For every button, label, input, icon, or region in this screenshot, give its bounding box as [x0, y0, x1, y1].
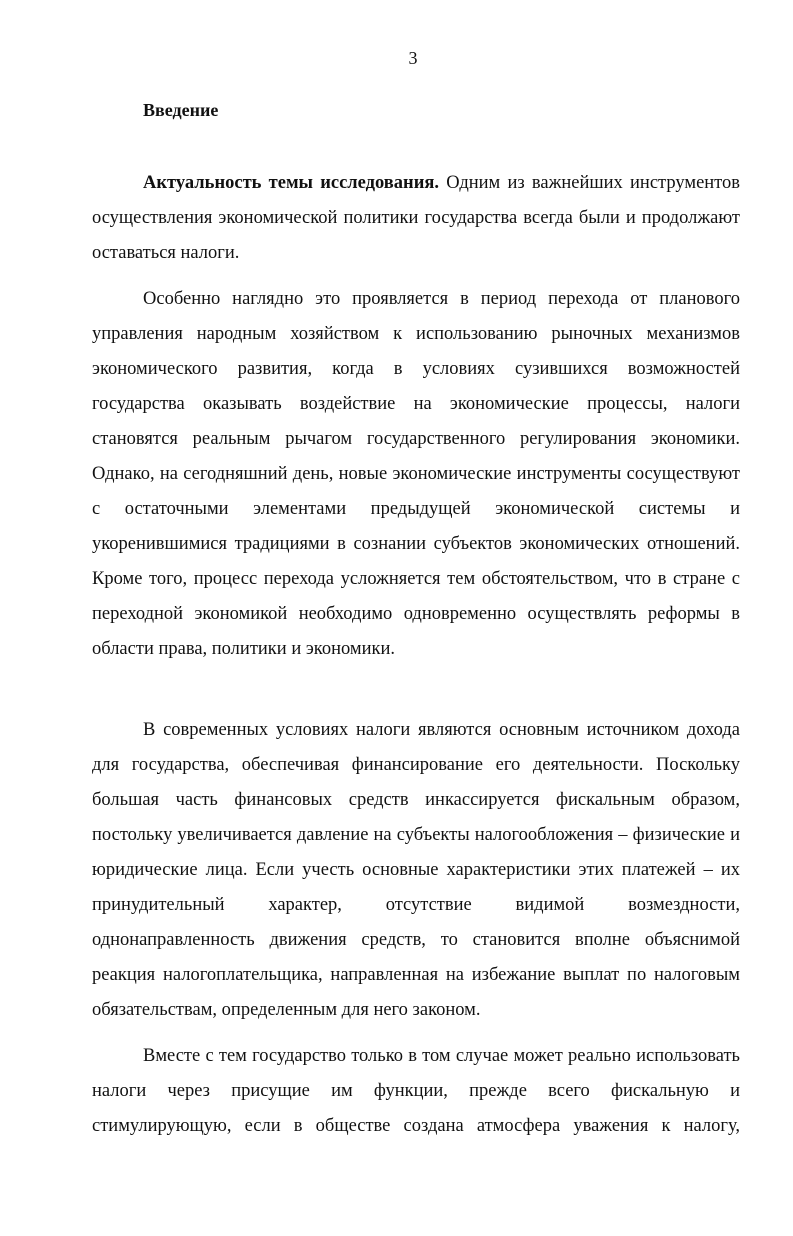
paragraph-lead: Актуальность темы исследования.: [143, 173, 439, 193]
paragraph-text: Вместе с тем государство только в том случае может реально использовать налоги через присущие им функции, прежде всего фискальную и стимулирующую, если в обществе создана атмосфера уважения к налогу,: [92, 1046, 740, 1136]
paragraph-modern-conditions: [92, 713, 740, 1028]
paragraph-relevance: [92, 166, 740, 271]
paragraph-text: Особенно наглядно это проявляется в период перехода от планового управления народным хозяйством к использованию рыночных механизмов экономического развития, когда в условиях сузившихся возможностей государства оказывать воздействие на экономические процессы, налоги становятся реальным рычагом государственного регулирования экономики. Однако, на сегодняшний день, новые экономические инструменты сосуществуют с остаточными элементами предыдущей экономической системы и укоренившимися традициями в сознании субъектов экономических отношений. Кроме того, процесс перехода усложняется тем обстоятельством, что в стране с переходной экономикой необходимо одновременно осуществлять реформы в области права, политики и экономики.: [92, 289, 740, 659]
paragraph-text: Одним из важнейших инструментов осуществления экономической политики государства всегда были и продолжают оставаться налоги.: [92, 173, 741, 263]
section-heading: Введение: [143, 100, 219, 120]
paragraph-state-functions: [92, 1039, 740, 1144]
page-number: 3: [408, 48, 418, 68]
paragraph-text: В современных условиях налоги являются основным источником дохода для государства, обеспечивая финансирование его деятельности. Поскольку большая часть финансовых средств инкассируется фискальным образом, постольку увеличивается давление на субъекты налогообложения – физические и юридические лица. Если учесть основные характеристики этих платежей – их принудительный характер, отсутствие видимой возмездности, однонаправленность движения средств, то становится вполне объяснимой реакция налогоплательщика, направленная на избежание выплат по налоговым обязательствам, определенным для него законом.: [92, 720, 740, 1020]
paragraph-transition: [92, 282, 740, 667]
